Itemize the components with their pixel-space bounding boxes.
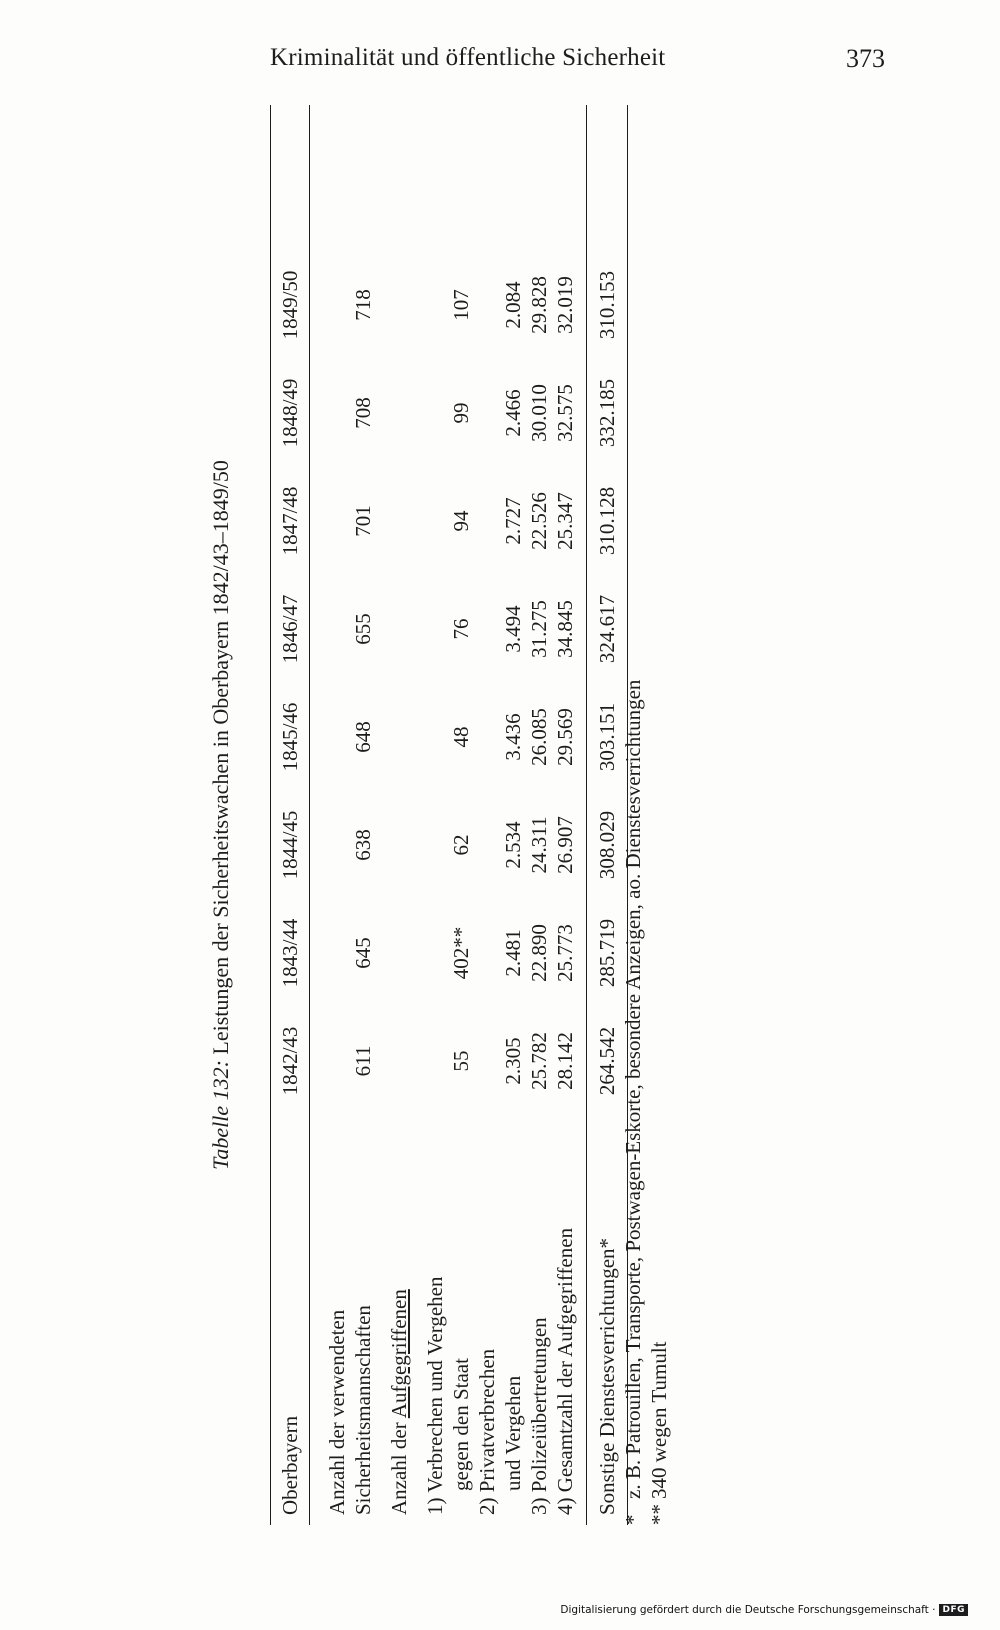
table-cell: 55: [449, 1050, 473, 1072]
table-cell: 29.828: [527, 276, 551, 334]
footnote: [620, 105, 646, 1525]
table-cell: 310.128: [595, 486, 619, 556]
table-cell: 701: [351, 505, 375, 537]
header-year: 1848/49: [278, 378, 302, 448]
row-label: 3) Polizeiübertretungen: [527, 1317, 551, 1515]
table-cell: 655: [351, 613, 375, 645]
table-row: [474, 105, 526, 1525]
table-cell: 2.305: [501, 1037, 525, 1085]
footnote: [646, 105, 672, 1525]
table-cell: 324.617: [595, 594, 619, 664]
table-cell: 26.085: [527, 708, 551, 766]
table-cell: 62: [449, 834, 473, 856]
table-cell: 26.907: [553, 816, 577, 874]
table-cell: 25.347: [553, 492, 577, 550]
table-cell: 708: [351, 397, 375, 429]
table-cell: 94: [449, 510, 473, 532]
table-cell: 32.575: [553, 384, 577, 442]
table-cell: 645: [351, 937, 375, 969]
caption-text: Leistungen der Sicherheitswachen in Oberbayern 1842/43–1849/50: [208, 460, 233, 1061]
running-head: Kriminalität und öffentliche Sicherheit: [270, 44, 666, 71]
table-cell: 332.185: [595, 378, 619, 448]
header-year: 1846/47: [278, 594, 302, 664]
header-year: 1844/45: [278, 810, 302, 880]
footnote-mark: **: [647, 1504, 671, 1525]
digitization-footer: [560, 1604, 968, 1616]
dfg-logo: DFG: [939, 1604, 968, 1616]
table-cell: 22.526: [527, 492, 551, 550]
section-heading-underlined: Aufgegriffenen: [387, 1289, 411, 1419]
table-cell: 303.151: [595, 702, 619, 772]
table-cell: 25.773: [553, 924, 577, 982]
table-cell: 30.010: [527, 384, 551, 442]
header-region: Oberbayern: [278, 1415, 302, 1515]
table-cell: 3.494: [501, 605, 525, 653]
table-cell: 29.569: [553, 708, 577, 766]
row-label: Sonstige Dienstesverrichtungen*: [595, 1237, 619, 1515]
header-year: 1842/43: [278, 1026, 302, 1096]
data-table: [270, 105, 628, 1525]
table-cell: 107: [449, 289, 473, 321]
footnote-text: z. B. Patrouillen, Transporte, Postwagen-Eskorte, besondere Anzeigen, ao. Dienstesverrichtungen: [621, 679, 645, 1499]
header-year: 1845/46: [278, 702, 302, 772]
table-row: [526, 105, 552, 1525]
footnotes: [620, 105, 672, 1525]
table-row: [412, 105, 474, 1525]
page-number: 373: [846, 44, 885, 73]
table-cell: 285.719: [595, 918, 619, 988]
table-cell: 76: [449, 618, 473, 640]
table-cell: 2.481: [501, 929, 525, 977]
table-cell: 48: [449, 726, 473, 748]
table-cell: 638: [351, 829, 375, 861]
section-heading-prefix: Anzahl der: [387, 1418, 411, 1515]
row-label-line: Sicherheitsmannschaften: [351, 1305, 375, 1515]
table-row: [552, 105, 587, 1525]
table-cell: 264.542: [595, 1026, 619, 1096]
rotated-table-content: [200, 105, 720, 1525]
row-label: [474, 1115, 526, 1525]
header-year: 1849/50: [278, 270, 302, 340]
footnote-text: 340 wegen Tumult: [647, 1341, 671, 1499]
table-cell: 2.727: [501, 497, 525, 545]
header-year: 1847/48: [278, 486, 302, 556]
row-label: [324, 1115, 376, 1525]
table-cell: 24.311: [527, 816, 551, 874]
table-cell: 2.534: [501, 821, 525, 869]
table-cell: 22.890: [527, 924, 551, 982]
row-label-line: Anzahl der verwendeten: [325, 1309, 349, 1515]
table-cell: 648: [351, 721, 375, 753]
table-cell: 310.153: [595, 270, 619, 340]
table-header-row: [271, 105, 310, 1525]
table-row: [310, 105, 376, 1525]
row-label-line: gegen den Staat: [449, 1358, 473, 1491]
table-cell: 3.436: [501, 713, 525, 761]
row-label: [422, 1115, 474, 1525]
row-label: 4) Gesamtzahl der Aufgegriffenen: [553, 1227, 577, 1515]
table-cell: 2.466: [501, 389, 525, 437]
table-cell: 718: [351, 289, 375, 321]
table-caption: [208, 105, 234, 1525]
row-label-line: 1) Verbrechen und Vergehen: [423, 1276, 447, 1515]
section-heading-row: [376, 105, 412, 1525]
section-heading: [386, 825, 412, 1525]
table-cell: 28.142: [553, 1032, 577, 1090]
rotated-table-area: [200, 105, 1000, 1525]
footnote-mark: *: [621, 1514, 645, 1525]
table-cell: 34.845: [553, 600, 577, 658]
table-cell: 402**: [449, 926, 473, 980]
table-cell: 99: [449, 402, 473, 424]
table-cell: 31.275: [527, 600, 551, 658]
caption-label: Tabelle 132:: [208, 1060, 233, 1170]
row-label-line: und Vergehen: [501, 1375, 525, 1491]
digitization-note: Digitalisierung gefördert durch die Deutsche Forschungsgemeinschaft ·: [560, 1604, 936, 1616]
table-cell: 32.019: [553, 276, 577, 334]
table-cell: 611: [351, 1045, 375, 1077]
table-cell: 308.029: [595, 810, 619, 880]
row-label-line: 2) Privatverbrechen: [475, 1348, 499, 1515]
header-year: 1843/44: [278, 918, 302, 988]
table-cell: 25.782: [527, 1032, 551, 1090]
table-cell: 2.084: [501, 281, 525, 329]
